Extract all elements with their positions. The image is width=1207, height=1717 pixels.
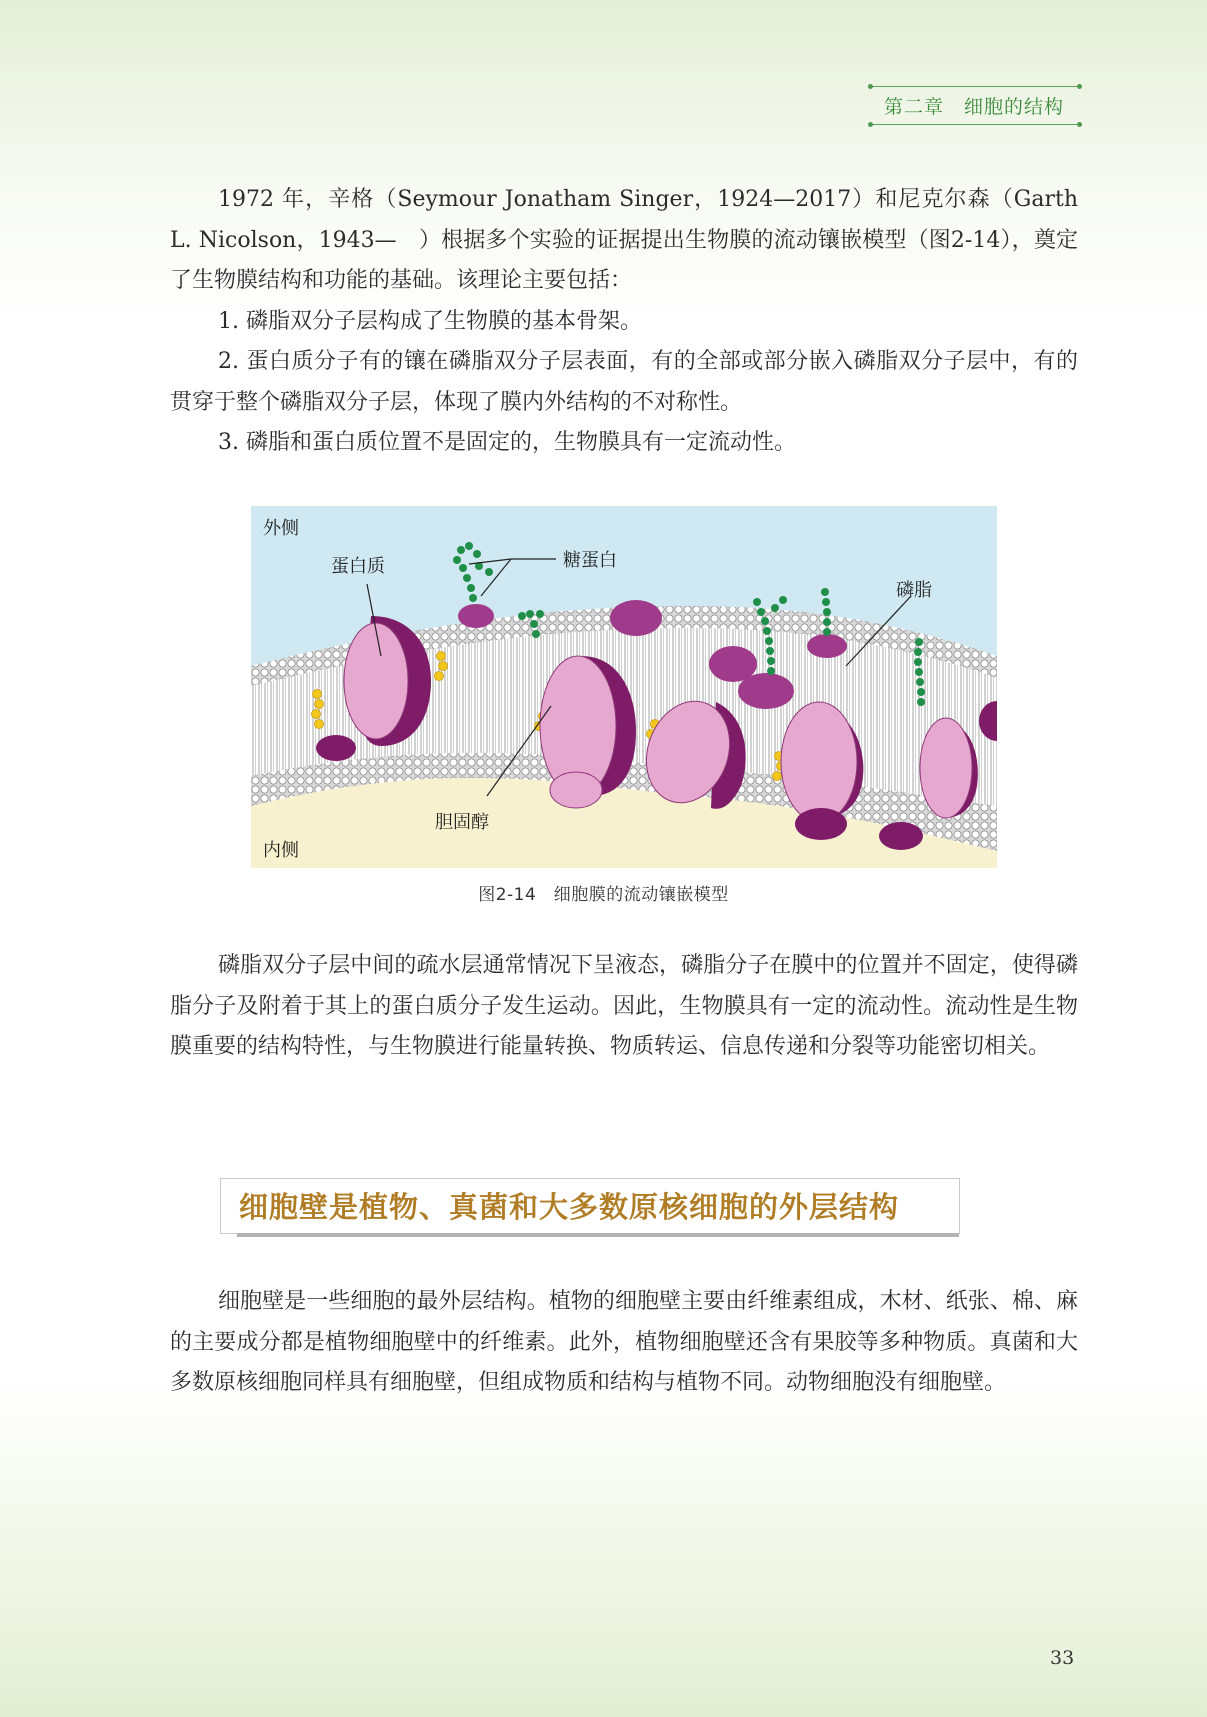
header-dot — [1077, 84, 1082, 89]
figure-label-protein: 蛋白质 — [331, 556, 385, 577]
chapter-header — [870, 86, 1080, 126]
list-item-1: 1. 磷脂双分子层构成了生物膜的基本骨架。 — [218, 309, 642, 334]
list-item-3: 3. 磷脂和蛋白质位置不是固定的，生物膜具有一定流动性。 — [218, 430, 796, 455]
figure-label-outside: 外侧 — [263, 518, 299, 539]
figure-label-cholesterol: 胆固醇 — [435, 812, 489, 833]
header-dot — [868, 84, 873, 89]
list-item-2: 2. 蛋白质分子有的镶在磷脂双分子层表面，有的全部或部分嵌入磷脂双分子层中，有的贯穿于整个磷脂双分子层，体现了膜内外结构的不对称性。 — [170, 349, 1078, 415]
section-heading-box — [220, 1178, 960, 1234]
figure-label-glycoprotein: 糖蛋白 — [563, 550, 617, 571]
figure-label-inside: 内侧 — [263, 840, 299, 861]
cellwall-paragraph: 细胞壁是一些细胞的最外层结构。植物的细胞壁主要由纤维素组成，木材、纸张、棉、麻的主要成分都是植物细胞壁中的纤维素。此外，植物细胞壁还含有果胶等多种物质。真菌和大多数原核细胞同样具有细胞壁，但组成物质和结构与植物不同。动物细胞没有细胞壁。 — [170, 1289, 1078, 1395]
section-heading: 细胞壁是植物、真菌和大多数原核细胞的外层结构 — [239, 1190, 900, 1224]
figure-caption: 图2-14 细胞膜的流动镶嵌模型 — [478, 885, 729, 905]
section-heading-underline — [237, 1233, 959, 1237]
header-dot — [868, 122, 873, 127]
header-rule-top — [870, 86, 1080, 87]
fluidity-paragraph: 磷脂双分子层中间的疏水层通常情况下呈液态，磷脂分子在膜中的位置并不固定，使得磷脂分子及附着于其上的蛋白质分子发生运动。因此，生物膜具有一定的流动性。流动性是生物膜重要的结构特性，与生物膜进行能量转换、物质转运、信息传递和分裂等功能密切相关。 — [170, 953, 1078, 1059]
figure-label-phospholipid: 磷脂 — [896, 580, 932, 601]
chapter-title: 第二章 细胞的结构 — [884, 96, 1065, 118]
header-rule-bottom — [870, 124, 1080, 125]
membrane-figure — [251, 506, 997, 868]
intro-paragraph: 1972 年，辛格（Seymour Jonatham Singer，1924—2017）和尼克尔森（Garth L. Nicolson，1943— ）根据多个实验的证据提出生物膜的流动镶嵌模型（图2-14），奠定了生物膜结构和功能的基础。该理论主要包括： — [170, 187, 1078, 293]
page-number: 33 — [1050, 1647, 1075, 1669]
header-dot — [1077, 122, 1082, 127]
